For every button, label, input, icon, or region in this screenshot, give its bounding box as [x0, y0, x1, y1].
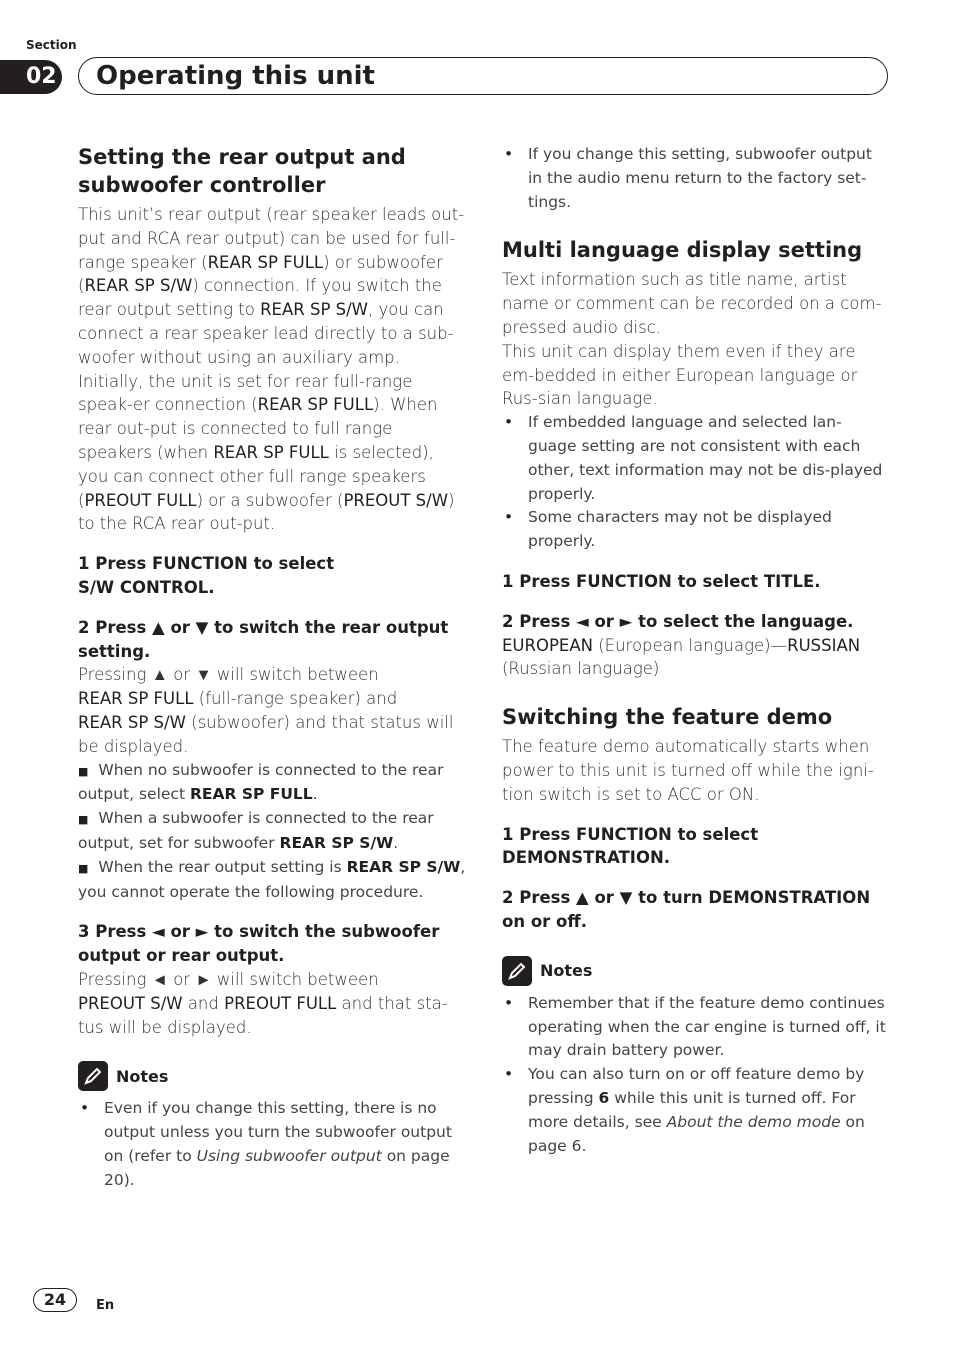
multi-language-heading: Multi language display setting: [502, 238, 863, 263]
feature-demo-para: The feature demo automatically starts when power to this unit is turned off while the igni-tion switch is set to ACC or ON.: [502, 737, 874, 804]
rear-output-initial: Initially, the unit is set for rear full-range speak-er connection (REAR SP FULL). When rear out-put is connected to full range speakers (when REAR SP FULL is selected), you can connect other full range speakers (PREOUT FULL) or a subwoofer (PREOUT S/W) to the RCA rear out-put.: [78, 371, 455, 534]
language-step-2-body: EUROPEAN (European language)—RUSSIAN (Russian language): [502, 635, 861, 679]
notes-list: [78, 1097, 468, 1192]
step-1: 1 Press FUNCTION to select S/W CONTROL.: [78, 554, 335, 597]
feature-demo-heading: Switching the feature demo: [502, 705, 833, 730]
step-2-body: Pressing ▲ or ▼ will switch between REAR SP FULL (full-range speaker) and REAR SP S/W (subwoofer) and that status will be displayed.: [78, 665, 454, 756]
square-bullet-icon: ■: [78, 861, 89, 875]
list-item: ■ When the rear output setting is REAR SP S/W, you cannot operate the following procedure.: [78, 857, 466, 901]
list-item: ■ When a subwoofer is connected to the rear output, set for subwoofer REAR SP S/W.: [78, 809, 434, 852]
list-item: • Remember that if the feature demo continues operating when the car engine is turned off, it may drain battery power.: [502, 992, 890, 1063]
right-column: [502, 143, 890, 1158]
top-bullet-list: [502, 143, 890, 214]
pencil-icon: [78, 1061, 108, 1091]
page-title: Operating this unit: [96, 61, 375, 91]
multi-language-bullets: [502, 411, 890, 554]
notes-list: [502, 992, 890, 1159]
notes-label: Notes: [540, 961, 593, 981]
language-step-1: 1 Press FUNCTION to select TITLE.: [502, 571, 821, 591]
list-item: • If you change this setting, subwoofer output in the audio menu return to the factory set-tings.: [502, 143, 890, 214]
step-3: 3 Press ◄ or ► to switch the subwoofer output or rear output.: [78, 922, 440, 966]
square-bullet-icon: ■: [78, 813, 89, 827]
language-step-2: 2 Press ◄ or ► to select the language.: [502, 611, 854, 631]
step-3-body: Pressing ◄ or ► will switch between PREOUT S/W and PREOUT FULL and that sta-tus will be displayed.: [78, 969, 448, 1037]
square-bullet-list: [78, 759, 468, 905]
notes-header: [502, 956, 890, 986]
multi-language-para-2: This unit can display them even if they are em-bedded in either European language or Rus-sian language.: [502, 341, 858, 409]
page-number: 24: [33, 1288, 77, 1312]
list-item: • Even if you change this setting, there is no output unless you turn the subwoofer output on (refer to Using subwoofer output on page 20).: [78, 1097, 468, 1192]
notes-label: Notes: [116, 1066, 169, 1086]
multi-language-para-1: Text information such as title name, artist name or comment can be recorded on a com-pressed audio disc.: [502, 270, 882, 337]
rear-output-intro: This unit’s rear output (rear speaker leads out-put and RCA rear output) can be used for full-range speaker (REAR SP FULL) or subwoofer (REAR SP S/W) connection. If you switch the rear output setting to REAR SP S/W, you can connect a rear speaker lead directly to a sub-woofer without using an auxiliary amp.: [78, 205, 465, 367]
pencil-icon: [502, 956, 532, 986]
rear-output-heading: Setting the rear output and subwoofer controller: [78, 145, 406, 197]
demo-step-1: 1 Press FUNCTION to select DEMONSTRATION.: [502, 824, 759, 868]
list-item: • Some characters may not be displayed properly.: [502, 506, 890, 554]
demo-step-2: 2 Press ▲ or ▼ to turn DEMONSTRATION on or off.: [502, 888, 871, 931]
square-bullet-icon: ■: [78, 764, 89, 778]
list-item: ■ When no subwoofer is connected to the rear output, select REAR SP FULL.: [78, 760, 444, 804]
section-label: Section: [26, 38, 77, 52]
list-item: • You can also turn on or off feature demo by pressing 6 while this unit is turned off. For more details, see About the demo mode on page 6.: [502, 1063, 890, 1158]
section-number-badge: 02: [0, 60, 62, 94]
list-item: • If embedded language and selected lan-guage setting are not consistent with each other, text information may not be dis-played properly.: [502, 411, 890, 506]
step-2: 2 Press ▲ or ▼ to switch the rear output setting.: [78, 617, 449, 661]
left-column: [78, 143, 468, 1192]
notes-header: [78, 1061, 468, 1091]
language-code: En: [96, 1298, 115, 1313]
